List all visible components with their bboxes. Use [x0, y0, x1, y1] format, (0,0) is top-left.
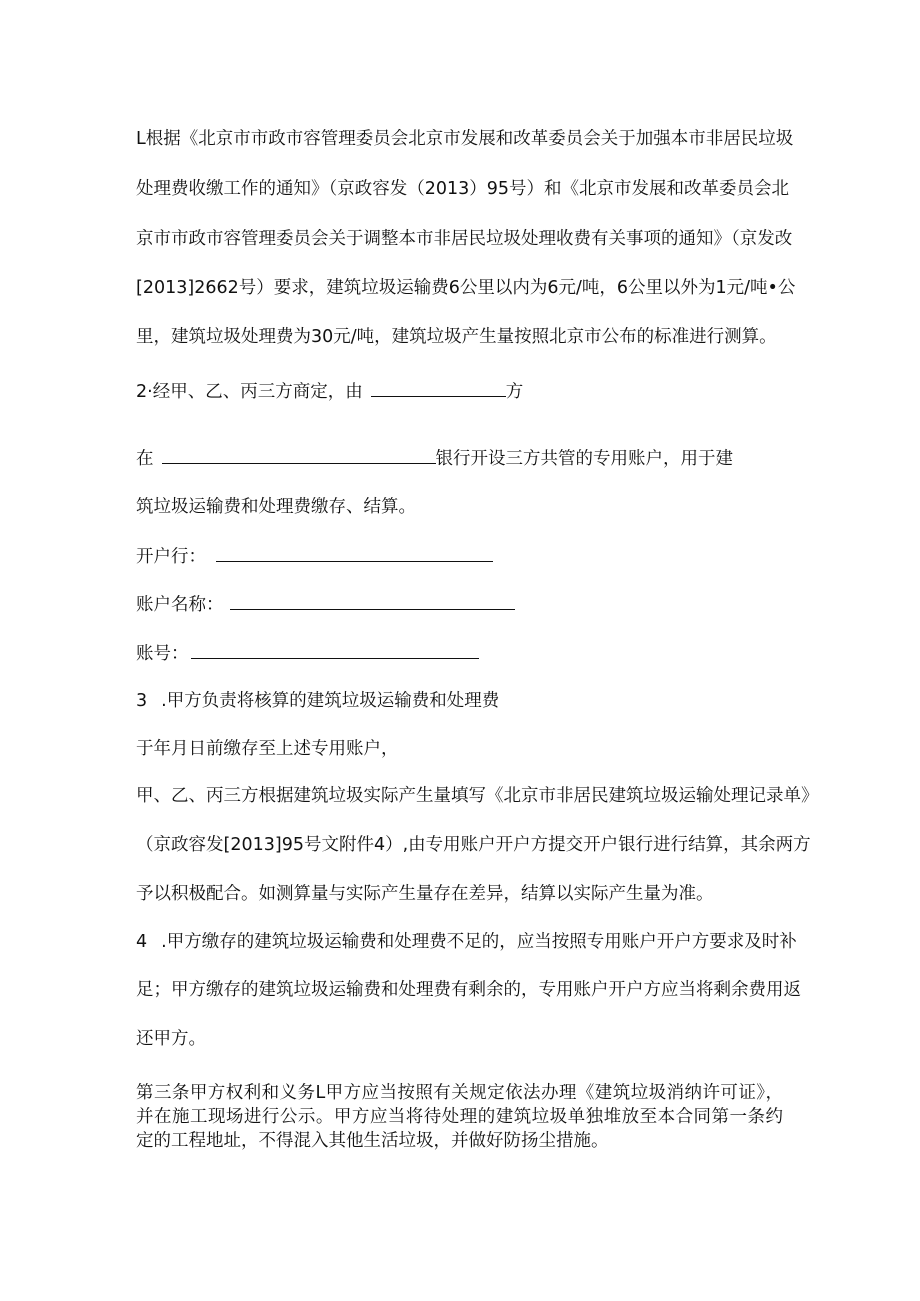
clause4-line-1: [136, 930, 797, 954]
bank-blank[interactable]: [162, 447, 436, 464]
clause4-text-1: .甲方缴存的建筑垃圾运输费和处理费不足的，应当按照专用账户开户方要求及时补: [161, 932, 797, 952]
clause4-number: 4: [136, 932, 148, 952]
clause3-line-4: （京政容发[2013]95号文附件4）,由专用账户开户方提交开户银行进行结算，其余两方: [136, 835, 811, 855]
account-name-blank[interactable]: [230, 593, 515, 610]
account-number-field: [136, 642, 479, 666]
clause2-bank-prefix: 在: [136, 449, 154, 469]
clause3-line-5: 予以积极配合。如测算量与实际产生量存在差异，结算以实际产生量为准。: [136, 884, 714, 904]
clause1-line-5: 里，建筑垃圾处理费为30元/吨，建筑垃圾产生量按照北京市公布的标准进行测算。: [136, 327, 777, 347]
clause3-line-2: 于年月日前缴存至上述专用账户，: [136, 739, 399, 759]
account-number-label: 账号：: [136, 644, 189, 664]
account-name-field: [136, 593, 515, 617]
article3-paragraph: 第三条甲方权利和义务L甲方应当按照有关规定依法办理《建筑垃圾消纳许可证》，并在施工现场进行公示。甲方应当将待处理的建筑垃圾单独堆放至本合同第一条约定的工程地址，不得混入其他生活垃圾，并做好防扬尘措施。: [136, 1083, 783, 1151]
clause2-prefix: 2·经甲、乙、丙三方商定，由: [136, 382, 363, 402]
clause1-line-3: 京市市政市容管理委员会关于调整本市非居民垃圾处理收费有关事项的通知》（京发改: [136, 229, 793, 249]
clause3-line-3: 甲、乙、丙三方根据建筑垃圾实际产生量填写《北京市非居民建筑垃圾运输处理记录单》: [136, 786, 819, 806]
clause2-line-1: [136, 380, 523, 404]
bank-field-label: 开户行：: [136, 547, 206, 567]
bank-field: [136, 545, 493, 569]
clause2-bank-suffix: 银行开设三方共管的专用账户，用于建: [435, 449, 733, 469]
clause3-text-1: .甲方负责将核算的建筑垃圾运输费和处理费: [161, 691, 500, 711]
account-name-label: 账户名称：: [136, 595, 224, 615]
clause1-line-4: [2013]2662号）要求，建筑垃圾运输费6公里以内为6元/吨，6公里以外为1元/吨•公: [136, 278, 796, 298]
clause1-line-1: L根据《北京市市政市容管理委员会北京市发展和改革委员会关于加强本市非居民垃圾: [136, 129, 794, 149]
clause2-line-2: [136, 447, 733, 471]
clause3-number: 3: [136, 691, 148, 711]
clause2-continuation: 筑垃圾运输费和处理费缴存、结算。: [136, 497, 416, 517]
account-number-blank[interactable]: [191, 642, 479, 659]
clause4-line-2: 足；甲方缴存的建筑垃圾运输费和处理费有剩余的，专用账户开户方应当将剩余费用返: [136, 980, 801, 1000]
party-blank[interactable]: [371, 380, 506, 397]
clause1-line-2: 处理费收缴工作的通知》（京政容发（2013）95号）和《北京市发展和改革委员会北: [136, 179, 790, 199]
clause3-line-1: [136, 689, 499, 713]
bank-field-blank[interactable]: [216, 545, 493, 562]
clause4-line-3: 还甲方。: [136, 1029, 206, 1049]
clause2-suffix: 方: [505, 382, 524, 402]
